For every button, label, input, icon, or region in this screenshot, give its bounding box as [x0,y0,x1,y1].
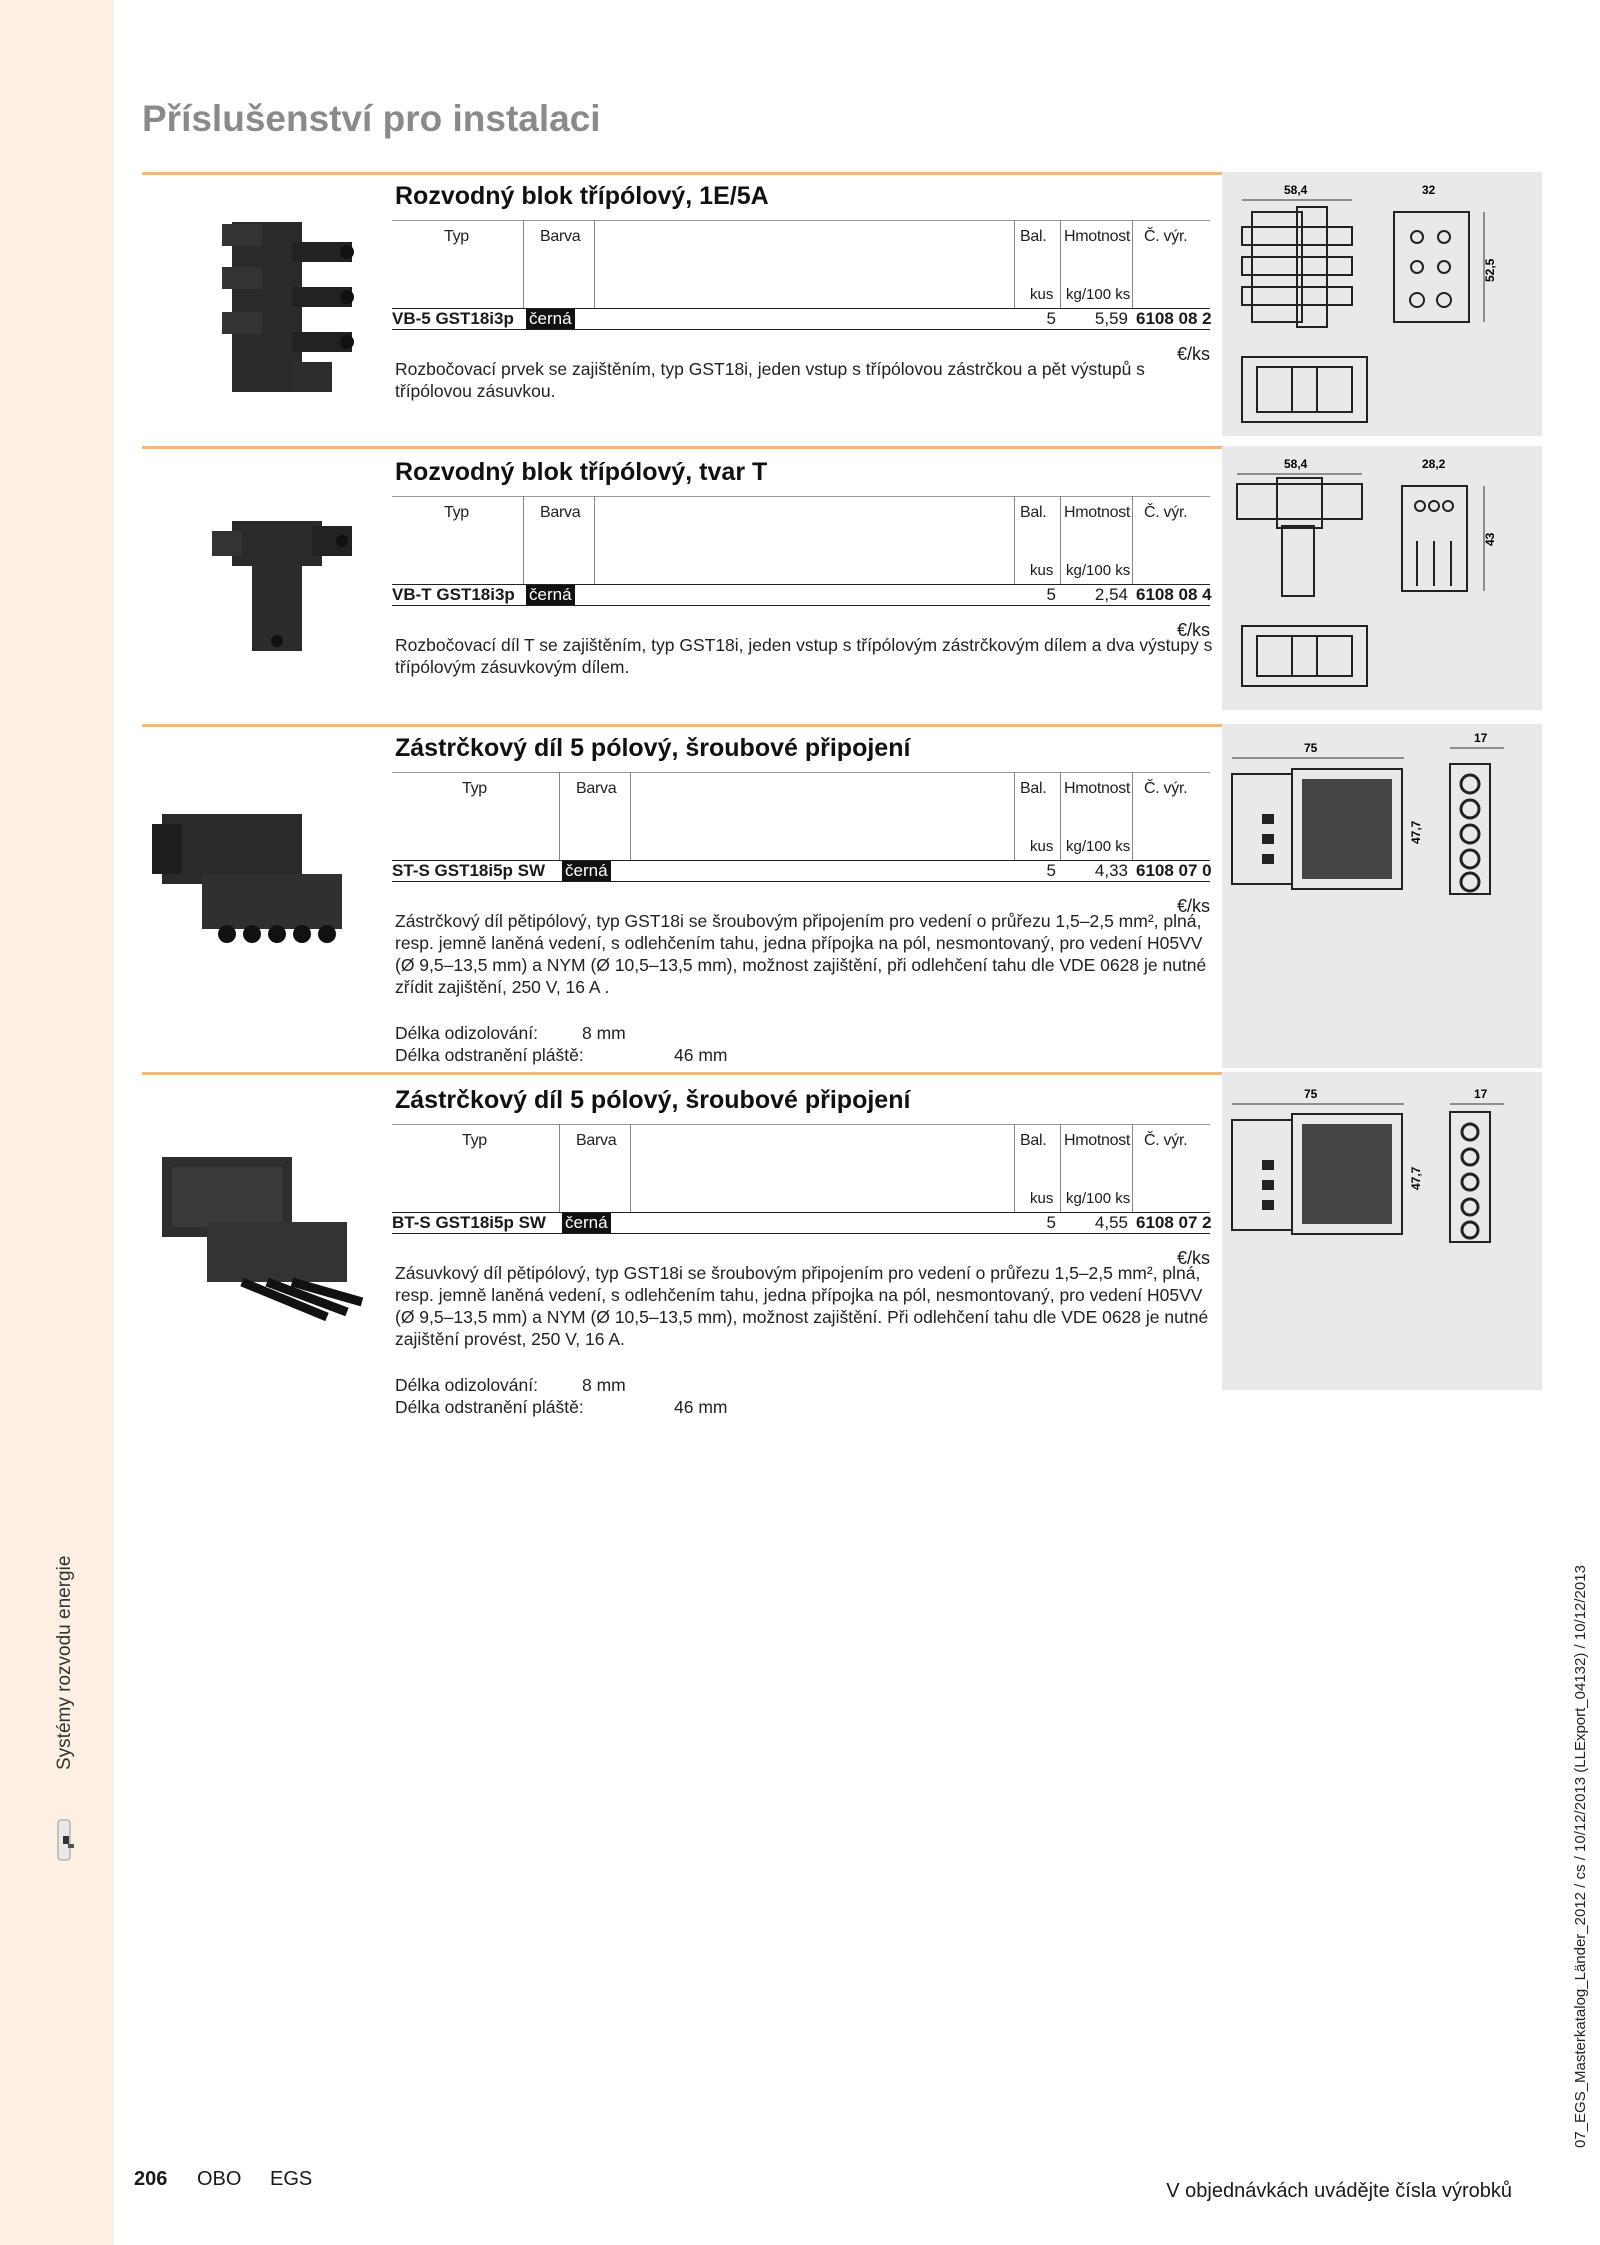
product-article-number: 6108 07 2 [1136,1213,1212,1232]
col-divider [523,220,524,308]
header-type: Typ [462,1132,487,1149]
product-color: černá [562,861,611,881]
product-description: Zásuvkový díl pětipólový, typ GST18i se šroubovým připojením pro vedení o průřezu 1,5–2,5 mm², plná, resp. jemně laněná vedení, s odlehčením tahu, jedna přípojka na pól, nesmontovaný, pro vedení H05VV (Ø 9,5–13,5 mm) a NYM (Ø 10,5–13,5 mm), možnost zajištění. Při odlehčení tahu dle VDE 0628 je nutné zajištění provést, 250 V, 16 A. [395,1263,1209,1349]
sheath-length-value: 46 mm [674,1397,728,1417]
product-article-number: 6108 08 4 [1136,585,1212,604]
sheath-length-label: Délka odstranění pláště: [395,1045,584,1065]
product-section-2 [142,446,1542,714]
footer-category: EGS [270,2168,313,2190]
product-pack: 5 [1046,1213,1056,1232]
col-divider [1014,1124,1015,1212]
product-article-number: 6108 07 0 [1136,861,1212,880]
dim-label: 58,4 [1284,457,1308,471]
product-type: BT-S GST18i5p SW [392,1213,546,1232]
dim-label: 47,7 [1409,820,1423,844]
table-rule [392,496,1210,497]
side-label: Systémy rozvodu energie [54,1555,75,1770]
sheath-length-value: 46 mm [674,1045,728,1065]
product-type: VB-T GST18i3p [392,585,515,604]
table-rule [392,772,1210,773]
col-divider [523,496,524,584]
unit-weight: kg/100 ks [1066,838,1131,855]
product-photo-distribution-block-t [192,501,362,661]
header-article: Č. výr. [1144,228,1188,245]
product-weight: 4,55 [1094,1213,1128,1232]
dim-label: 28,2 [1422,457,1446,471]
product-pack: 5 [1046,585,1056,604]
col-divider [1132,496,1133,584]
unit-pack: kus [1030,838,1054,855]
page-title: Příslušenství pro instalaci [142,98,601,139]
unit-weight: kg/100 ks [1066,562,1131,579]
col-divider [1060,1124,1061,1212]
price-unit: €/ks [1176,1248,1210,1268]
dimension-drawing-4 [1222,1072,1542,1390]
table-row [392,860,1210,882]
col-divider [1014,220,1015,308]
price-unit: €/ks [1176,620,1210,640]
strip-length-label: Délka odizolování: [395,1375,538,1395]
section-title: Zástrčkový díl 5 pólový, šroubové připojení [395,1086,911,1114]
unit-pack: kus [1030,286,1054,303]
product-pack: 5 [1046,309,1056,328]
section-title: Rozvodný blok třípólový, 1E/5A [395,182,769,210]
dim-label: 52,5 [1483,258,1497,282]
table-row [392,308,1210,330]
header-color: Barva [540,504,581,521]
header-article: Č. výr. [1144,780,1188,797]
price-unit: €/ks [1176,896,1210,916]
product-section-3 [142,724,1542,1070]
header-type: Typ [444,228,469,245]
section-title: Rozvodný blok třípólový, tvar T [395,458,768,486]
product-type: VB-5 GST18i3p [392,309,514,328]
product-section-4 [142,1072,1542,1418]
product-color: černá [526,309,575,329]
header-weight: Hmotnost [1064,780,1131,797]
header-article: Č. výr. [1144,1132,1188,1149]
col-divider [559,772,560,860]
catalog-export-note: 07_EGS_Masterkatalog_Länder_2012 / cs / 10/12/2013 (LLExport_04132) / 10/12/2013 [1572,1565,1589,2148]
strip-length-value: 8 mm [582,1023,626,1043]
col-divider [594,220,595,308]
product-description: Rozbočovací díl T se zajištěním, typ GST18i, jeden vstup s třípólovým zástrčkovým dílem a dva výstupy s třípólovým zásuvkovým dílem. [395,635,1213,677]
header-article: Č. výr. [1144,504,1188,521]
dim-label: 17 [1474,731,1488,745]
product-article-number: 6108 08 2 [1136,309,1212,328]
unit-pack: kus [1030,1190,1054,1207]
col-divider [1132,1124,1133,1212]
table-rule [392,220,1210,221]
col-divider [1132,772,1133,860]
header-weight: Hmotnost [1064,504,1131,521]
unit-pack: kus [1030,562,1054,579]
header-pack: Bal. [1020,1132,1047,1149]
strip-length-label: Délka odizolování: [395,1023,538,1043]
product-description: Zástrčkový díl pětipólový, typ GST18i se šroubovým připojením pro vedení o průřezu 1,5–2,5 mm², plná, resp. jemně laněná vedení, s odlehčením tahu, jedna přípojka na pól, nesmontovaný, pro vedení H05VV (Ø 9,5–13,5 mm) a NYM (Ø 10,5–13,5 mm), možnost zajištění, při odlehčení tahu dle VDE 0628 je nutné zřídit zajištění, 250 V, 16 A . [395,911,1207,997]
header-pack: Bal. [1020,780,1047,797]
page-number: 206 [134,2168,168,2190]
price-unit: €/ks [1176,344,1210,364]
dimension-drawing-1 [1222,172,1542,436]
strip-length-value: 8 mm [582,1375,626,1395]
product-color: černá [562,1213,611,1233]
dim-label: 32 [1422,183,1436,197]
col-divider [630,1124,631,1212]
col-divider [1060,496,1061,584]
product-pack: 5 [1046,861,1056,880]
col-divider [1060,772,1061,860]
table-rule [392,1124,1210,1125]
unit-weight: kg/100 ks [1066,286,1131,303]
product-photo-distribution-block-5 [182,212,382,402]
product-photo-socket-5pole [147,1132,377,1322]
dim-label: 47,7 [1409,1166,1423,1190]
product-type: ST-S GST18i5p SW [392,861,546,880]
header-pack: Bal. [1020,228,1047,245]
product-weight: 4,33 [1094,861,1128,880]
header-weight: Hmotnost [1064,1132,1131,1149]
product-description: Rozbočovací prvek se zajištěním, typ GST18i, jeden vstup s třípólovou zástrčkou a pět výstupů s třípólovou zásuvkou. [395,359,1145,401]
product-weight: 2,54 [1094,585,1128,604]
col-divider [1060,220,1061,308]
footer-brand: OBO [197,2168,242,2190]
col-divider [1014,496,1015,584]
col-divider [594,496,595,584]
product-color: černá [526,585,575,605]
section-title: Zástrčkový díl 5 pólový, šroubové připojení [395,734,911,762]
table-row [392,584,1210,606]
side-strip [0,0,114,2245]
dim-label: 58,4 [1284,183,1308,197]
col-divider [1014,772,1015,860]
table-row [392,1212,1210,1234]
header-pack: Bal. [1020,504,1047,521]
connector-icon [54,1818,76,1864]
dimension-drawing-3 [1222,724,1542,1068]
dim-label: 75 [1304,1087,1318,1101]
header-type: Typ [462,780,487,797]
dim-label: 17 [1474,1087,1488,1101]
product-section-1 [142,172,1542,440]
footer-note: V objednávkách uvádějte čísla výrobků [1166,2180,1512,2202]
col-divider [630,772,631,860]
dim-label: 43 [1483,532,1497,546]
col-divider [1132,220,1133,308]
sheath-length-label: Délka odstranění pláště: [395,1397,584,1417]
dimension-drawing-2 [1222,446,1542,710]
col-divider [559,1124,560,1212]
header-color: Barva [576,1132,617,1149]
product-weight: 5,59 [1094,309,1128,328]
header-weight: Hmotnost [1064,228,1131,245]
header-type: Typ [444,504,469,521]
product-photo-plug-5pole [142,794,372,964]
header-color: Barva [576,780,617,797]
dim-label: 75 [1304,741,1318,755]
unit-weight: kg/100 ks [1066,1190,1131,1207]
header-color: Barva [540,228,581,245]
